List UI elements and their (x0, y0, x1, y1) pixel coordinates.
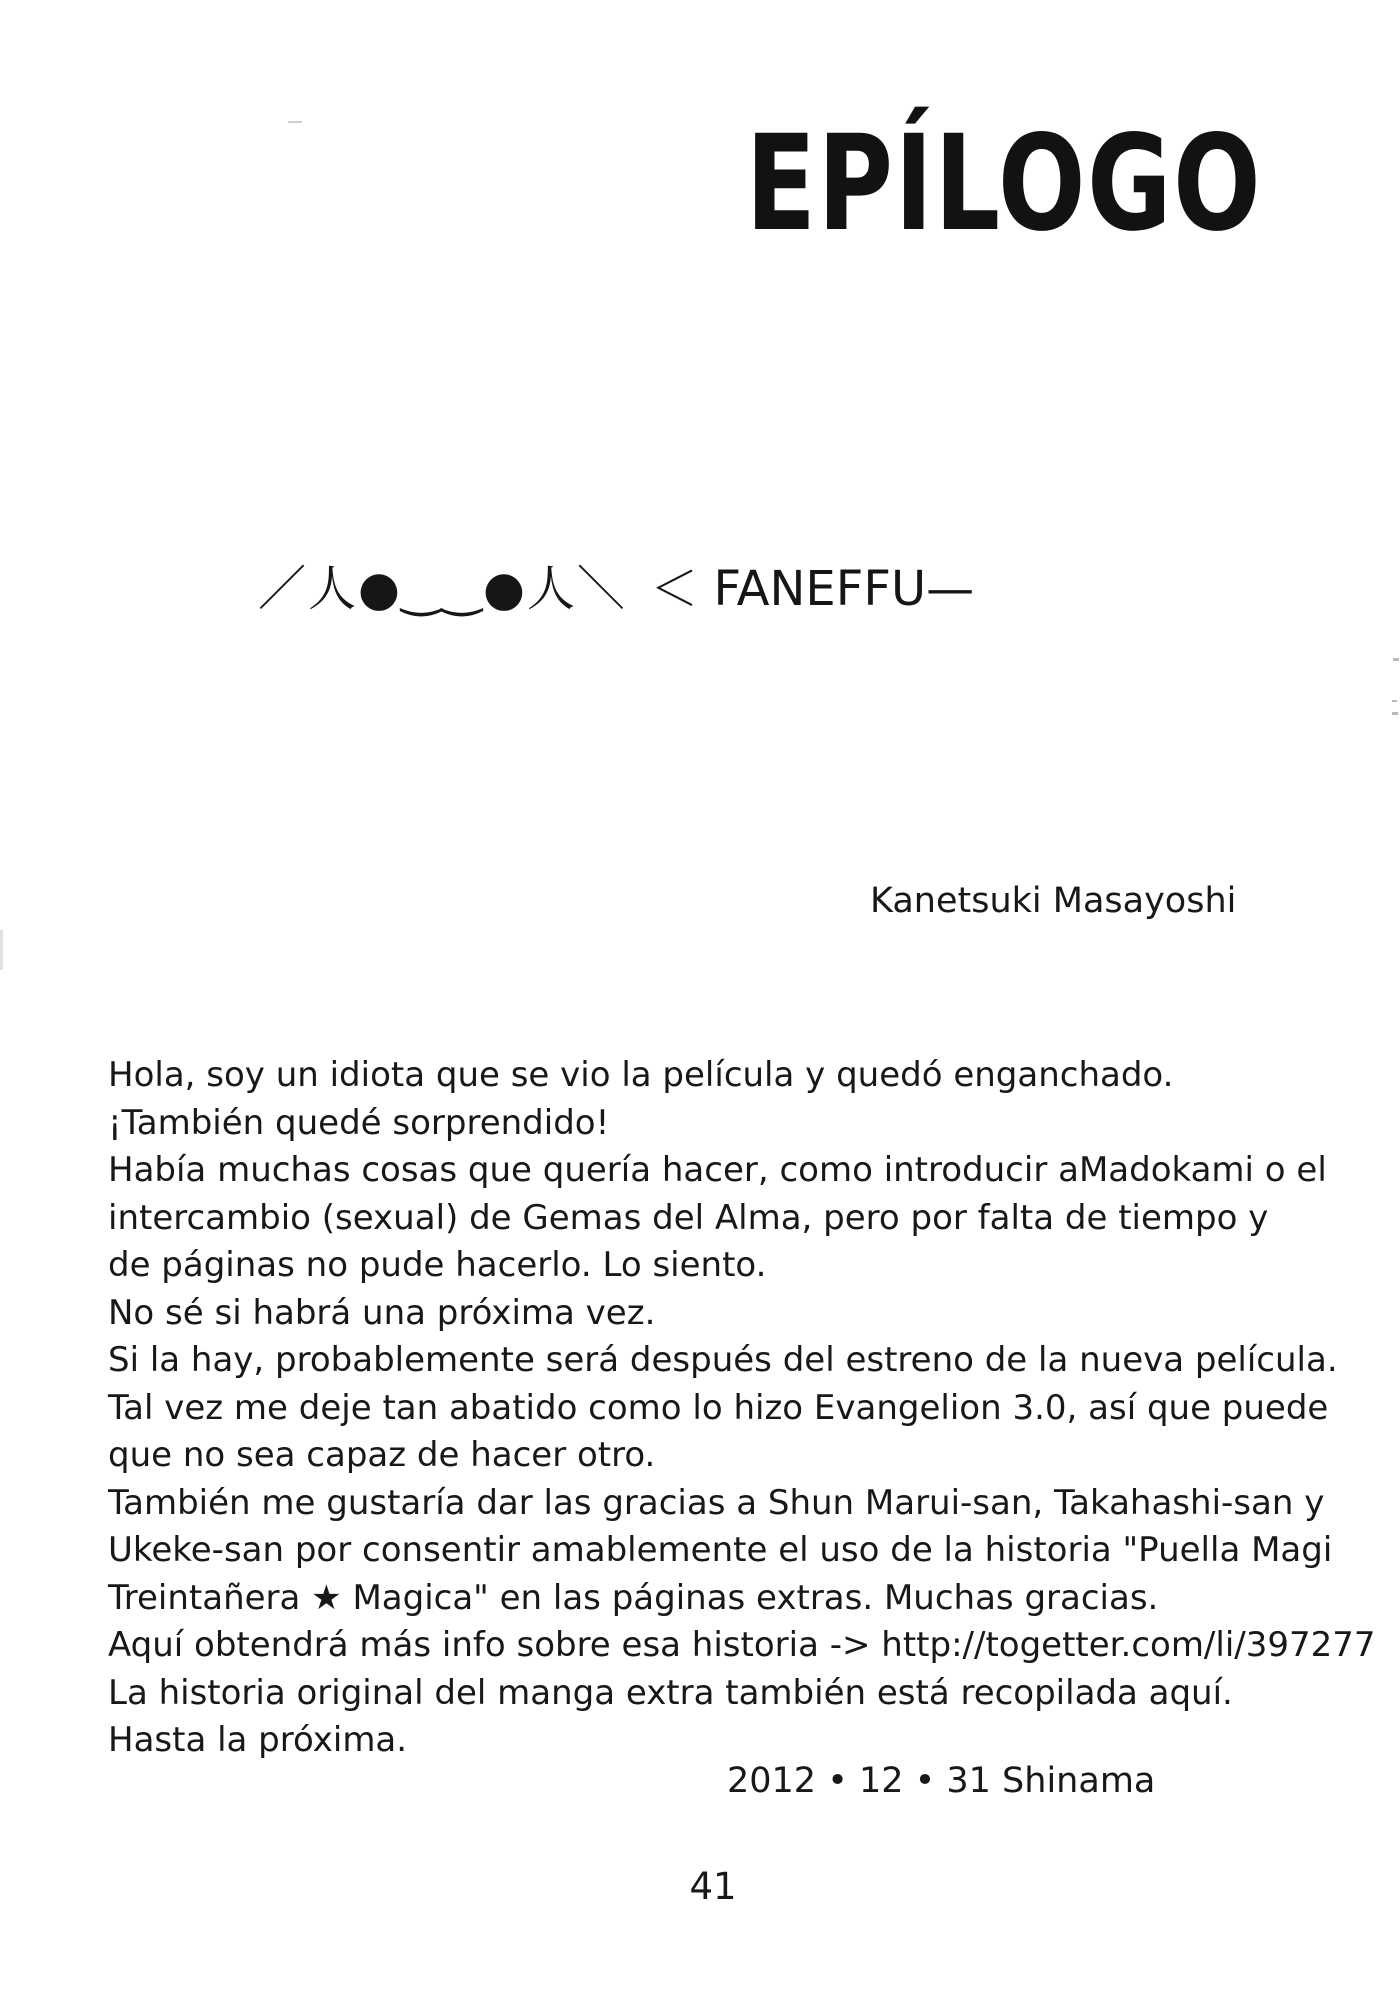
text-line: intercambio (sexual) de Gemas del Alma, pero por falta de tiempo y (108, 1197, 1269, 1238)
kaomoji-line (258, 561, 975, 617)
text-line: Treintañera ★ Magica" en las páginas extras. Muchas gracias. (108, 1577, 1159, 1618)
text-line: Si la hay, probablemente será después del estreno de la nueva película. (108, 1340, 1338, 1380)
page-number: 41 (689, 1865, 737, 1908)
text-line: de páginas no pude hacerlo. Lo siento. (108, 1245, 767, 1285)
text-line: que no sea capaz de hacer otro. (108, 1435, 656, 1475)
scan-speck (1392, 712, 1398, 715)
text-line: La historia original del manga extra también está recopilada aquí. (108, 1672, 1233, 1713)
page-title: EPÍLOGO (745, 107, 1262, 261)
text-line: Ukeke-san por consentir amablemente el uso de la historia "Puella Magi (108, 1530, 1333, 1570)
text-line-with-link: Aquí obtendrá más info sobre esa historia -> http://togetter.com/li/397277 (108, 1625, 1376, 1665)
date-signature: 2012 • 12 • 31 Shinama (727, 1761, 1156, 1801)
author-name: Kanetsuki Masayoshi (870, 881, 1237, 921)
kaomoji-face: ／人●‿‿●人＼ (258, 561, 627, 617)
text-line: Había muchas cosas que quería hacer, como introducir aMadokami o el (108, 1150, 1327, 1190)
scan-speck (1393, 658, 1399, 661)
sound-effect-text: ＜ FANEFFU— (650, 561, 975, 617)
scan-speck (1392, 700, 1397, 702)
text-line: No sé si habrá una próxima vez. (108, 1292, 656, 1333)
text-line: ¡También quedé sorprendido! (108, 1102, 610, 1143)
text-line: También me gustaría dar las gracias a Shun Marui-san, Takahashi-san y (108, 1482, 1325, 1523)
text-line: Hasta la próxima. (108, 1720, 408, 1760)
scan-speck (0, 930, 3, 970)
text-line: Tal vez me deje tan abatido como lo hizo Evangelion 3.0, así que puede (108, 1387, 1329, 1428)
scan-speck (288, 121, 302, 123)
afterword-text (108, 1052, 1376, 1765)
text-line: Hola, soy un idiota que se vio la película y quedó enganchado. (108, 1055, 1174, 1095)
